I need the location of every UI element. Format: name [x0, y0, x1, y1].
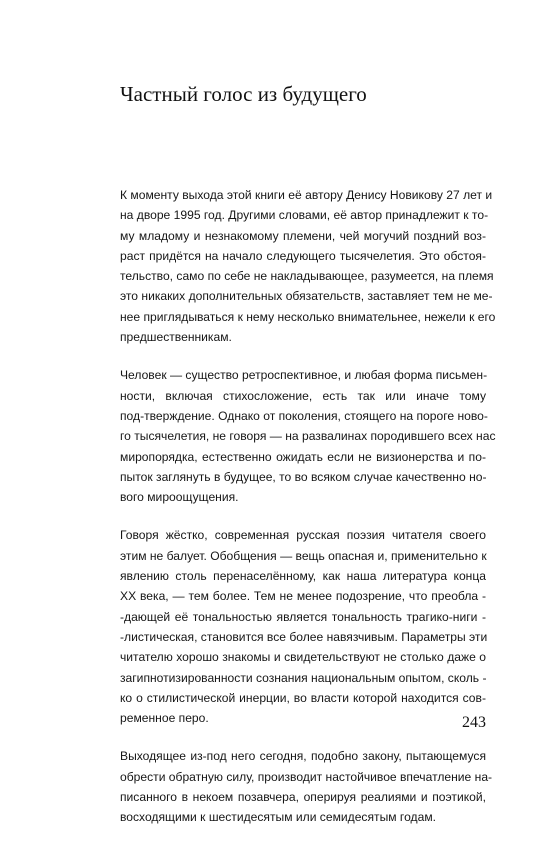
text-line: тельство, само по себе не накладывающее, разумеется, на племя [120, 269, 494, 284]
paragraph-2 [120, 365, 496, 507]
page-number: 243 [462, 714, 486, 731]
text-line: предшественникам. [120, 330, 232, 345]
text-line: XX века, — тем более. Тем не менее подозрение, что преобла - [120, 589, 486, 604]
text-line: го тысячелетия, не говоря — на развалинах породившего всех нас [120, 429, 496, 444]
chapter-title: Частный голос из будущего [120, 82, 367, 106]
text-line: К моменту выхода этой книги её автору Денису Новикову 27 лет и [120, 188, 493, 202]
text-line: обрести обратную силу, производит настойчивое впечатление на- [120, 769, 493, 784]
text-line: загипнотизированности сознания национальным опытом, сколь - [120, 670, 487, 685]
text-line: ности, включая стихосложение, есть так или иначе тому [120, 388, 486, 403]
text-line: ременное перо. [120, 711, 209, 726]
text-line: миропорядка, естественно ожидать если не визионерства и по- [120, 449, 486, 464]
text-line: пыток заглянуть в будущее, то во всяком случае качественно но- [120, 469, 487, 484]
text-line: му младому и незнакомому племени, чей могучий поздний воз- [120, 228, 486, 243]
text-line: -дающей её тональностью является тональность трагико-ниги - [120, 609, 486, 624]
text-line: нее приглядываться к нему несколько внимательнее, нежели к его [120, 309, 496, 324]
paragraph-4 [120, 746, 493, 827]
text-line: это никаких дополнительных обязательств, заставляет тем не ме- [120, 289, 493, 304]
body-text [120, 185, 496, 846]
text-line: Человек — существо ретроспективное, и любая форма письмен- [120, 368, 488, 383]
text-line: писанного в некоем позавчера, оперируя реалиями и поэтикой, [120, 790, 486, 805]
text-line: явлению столь перенаселённому, как наша литература конца [120, 569, 486, 584]
text-line: ко о стилистической инерции, во власти которой находится сов- [120, 690, 486, 705]
text-line: этим не балует. Обобщения — вещь опасная и, применительно к [120, 548, 487, 563]
text-line: Выходящее из-под него сегодня, подобно закону, пытающемуся [120, 749, 486, 764]
text-line: читателю хорошо знакомы и свидетельствуют не столько даже о [120, 650, 486, 665]
text-line: -листическая, становится все более навязчивым. Параметры эти [120, 629, 488, 644]
text-line: на дворе 1995 год. Другими словами, её автор принадлежит к то- [120, 208, 489, 223]
text-line: Говоря жёстко, современная русская поэзия читателя своего [120, 528, 486, 543]
text-line: вого мироощущения. [120, 490, 239, 505]
text-line: раст придётся на начало следующего тысячелетия. Это обстоя- [120, 248, 486, 263]
text-line: под-тверждение. Однако от поколения, стоящего на пороге ново- [120, 408, 488, 423]
text-line: восходящими к шестидесятым или семидесятым годам. [120, 810, 436, 825]
paragraph-3 [120, 525, 486, 728]
paragraph-1 [120, 185, 496, 347]
